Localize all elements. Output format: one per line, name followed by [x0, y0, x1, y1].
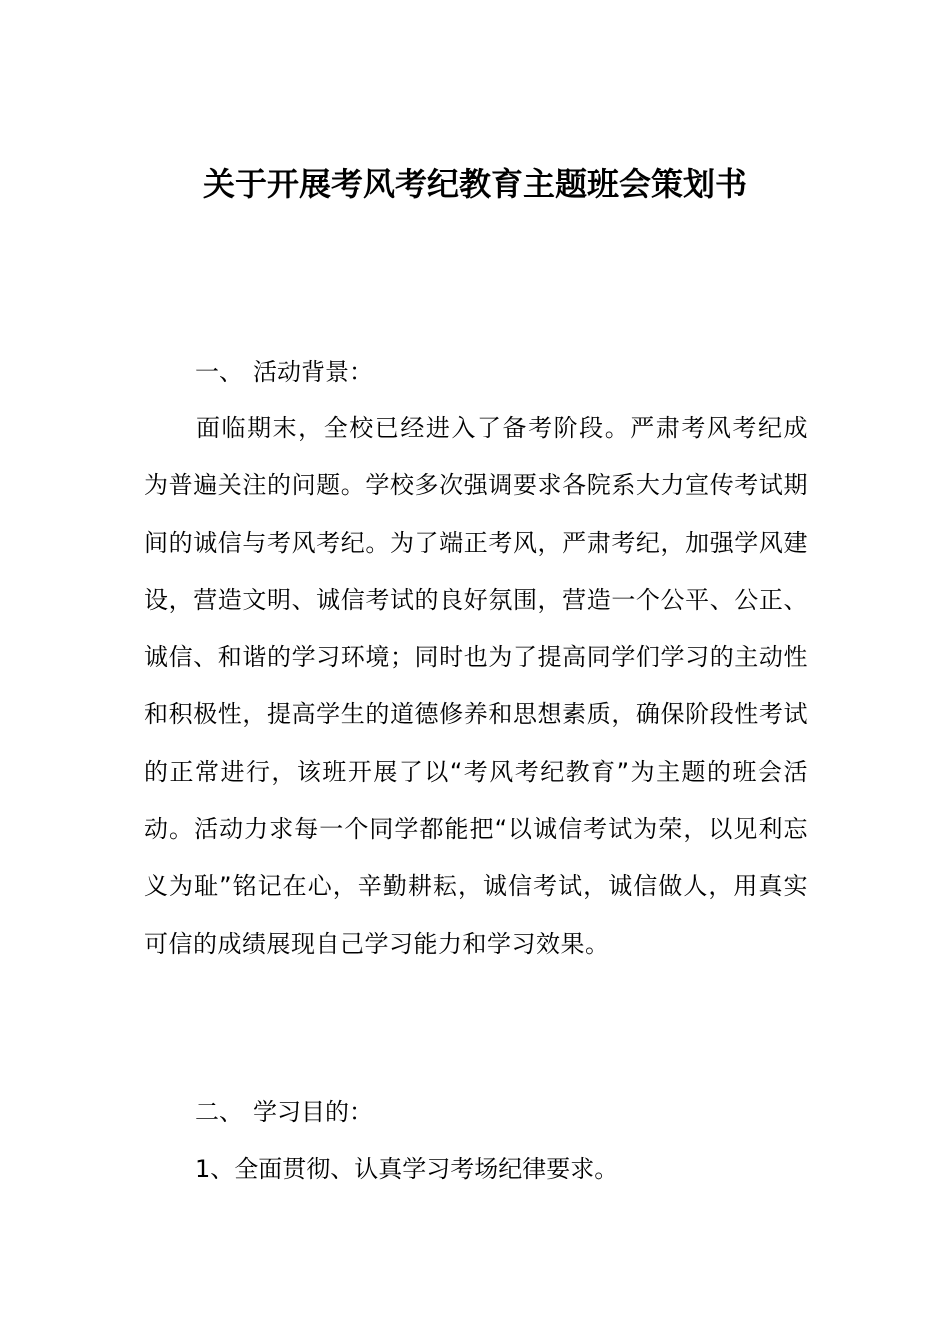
document-title: 关于开展考风考纪教育主题班会策划书 — [202, 165, 747, 203]
section-number: 二、 — [195, 1098, 243, 1126]
section-heading-text: 活动背景： — [253, 358, 373, 386]
background-paragraph: 面临期末，全校已经进入了备考阶段。严肃考风考纪成为普遍关注的问题。学校多次强调要求各院系大力宣传考试期间的诚信与考风考纪。为了端正考风，严肃考纪，加强学风建设，营造文明、诚信考试的良好氛围，营造一个公平、公正、诚信、和谐的学习环境；同时也为了提高同学们学习的主动性和积极性，提高学生的道德修养和思想素质，确保阶段性考试的正常进行，该班开展了以“考风考纪教育”为主题的班会活动。活动力求每一个同学都能把“以诚信考试为荣，以见利忘义为耻”铭记在心，辛勤耕耘，诚信考试，诚信做人，用真实可信的成绩展现自己学习能力和学习效果。 — [144, 414, 808, 958]
section-heading-background — [195, 354, 373, 390]
section-number: 一、 — [195, 358, 243, 386]
section-heading-text: 学习目的： — [253, 1098, 373, 1126]
section-heading-purpose — [195, 1094, 373, 1130]
list-item: 1、全面贯彻、认真学习考场纪律要求。 — [195, 1155, 619, 1183]
